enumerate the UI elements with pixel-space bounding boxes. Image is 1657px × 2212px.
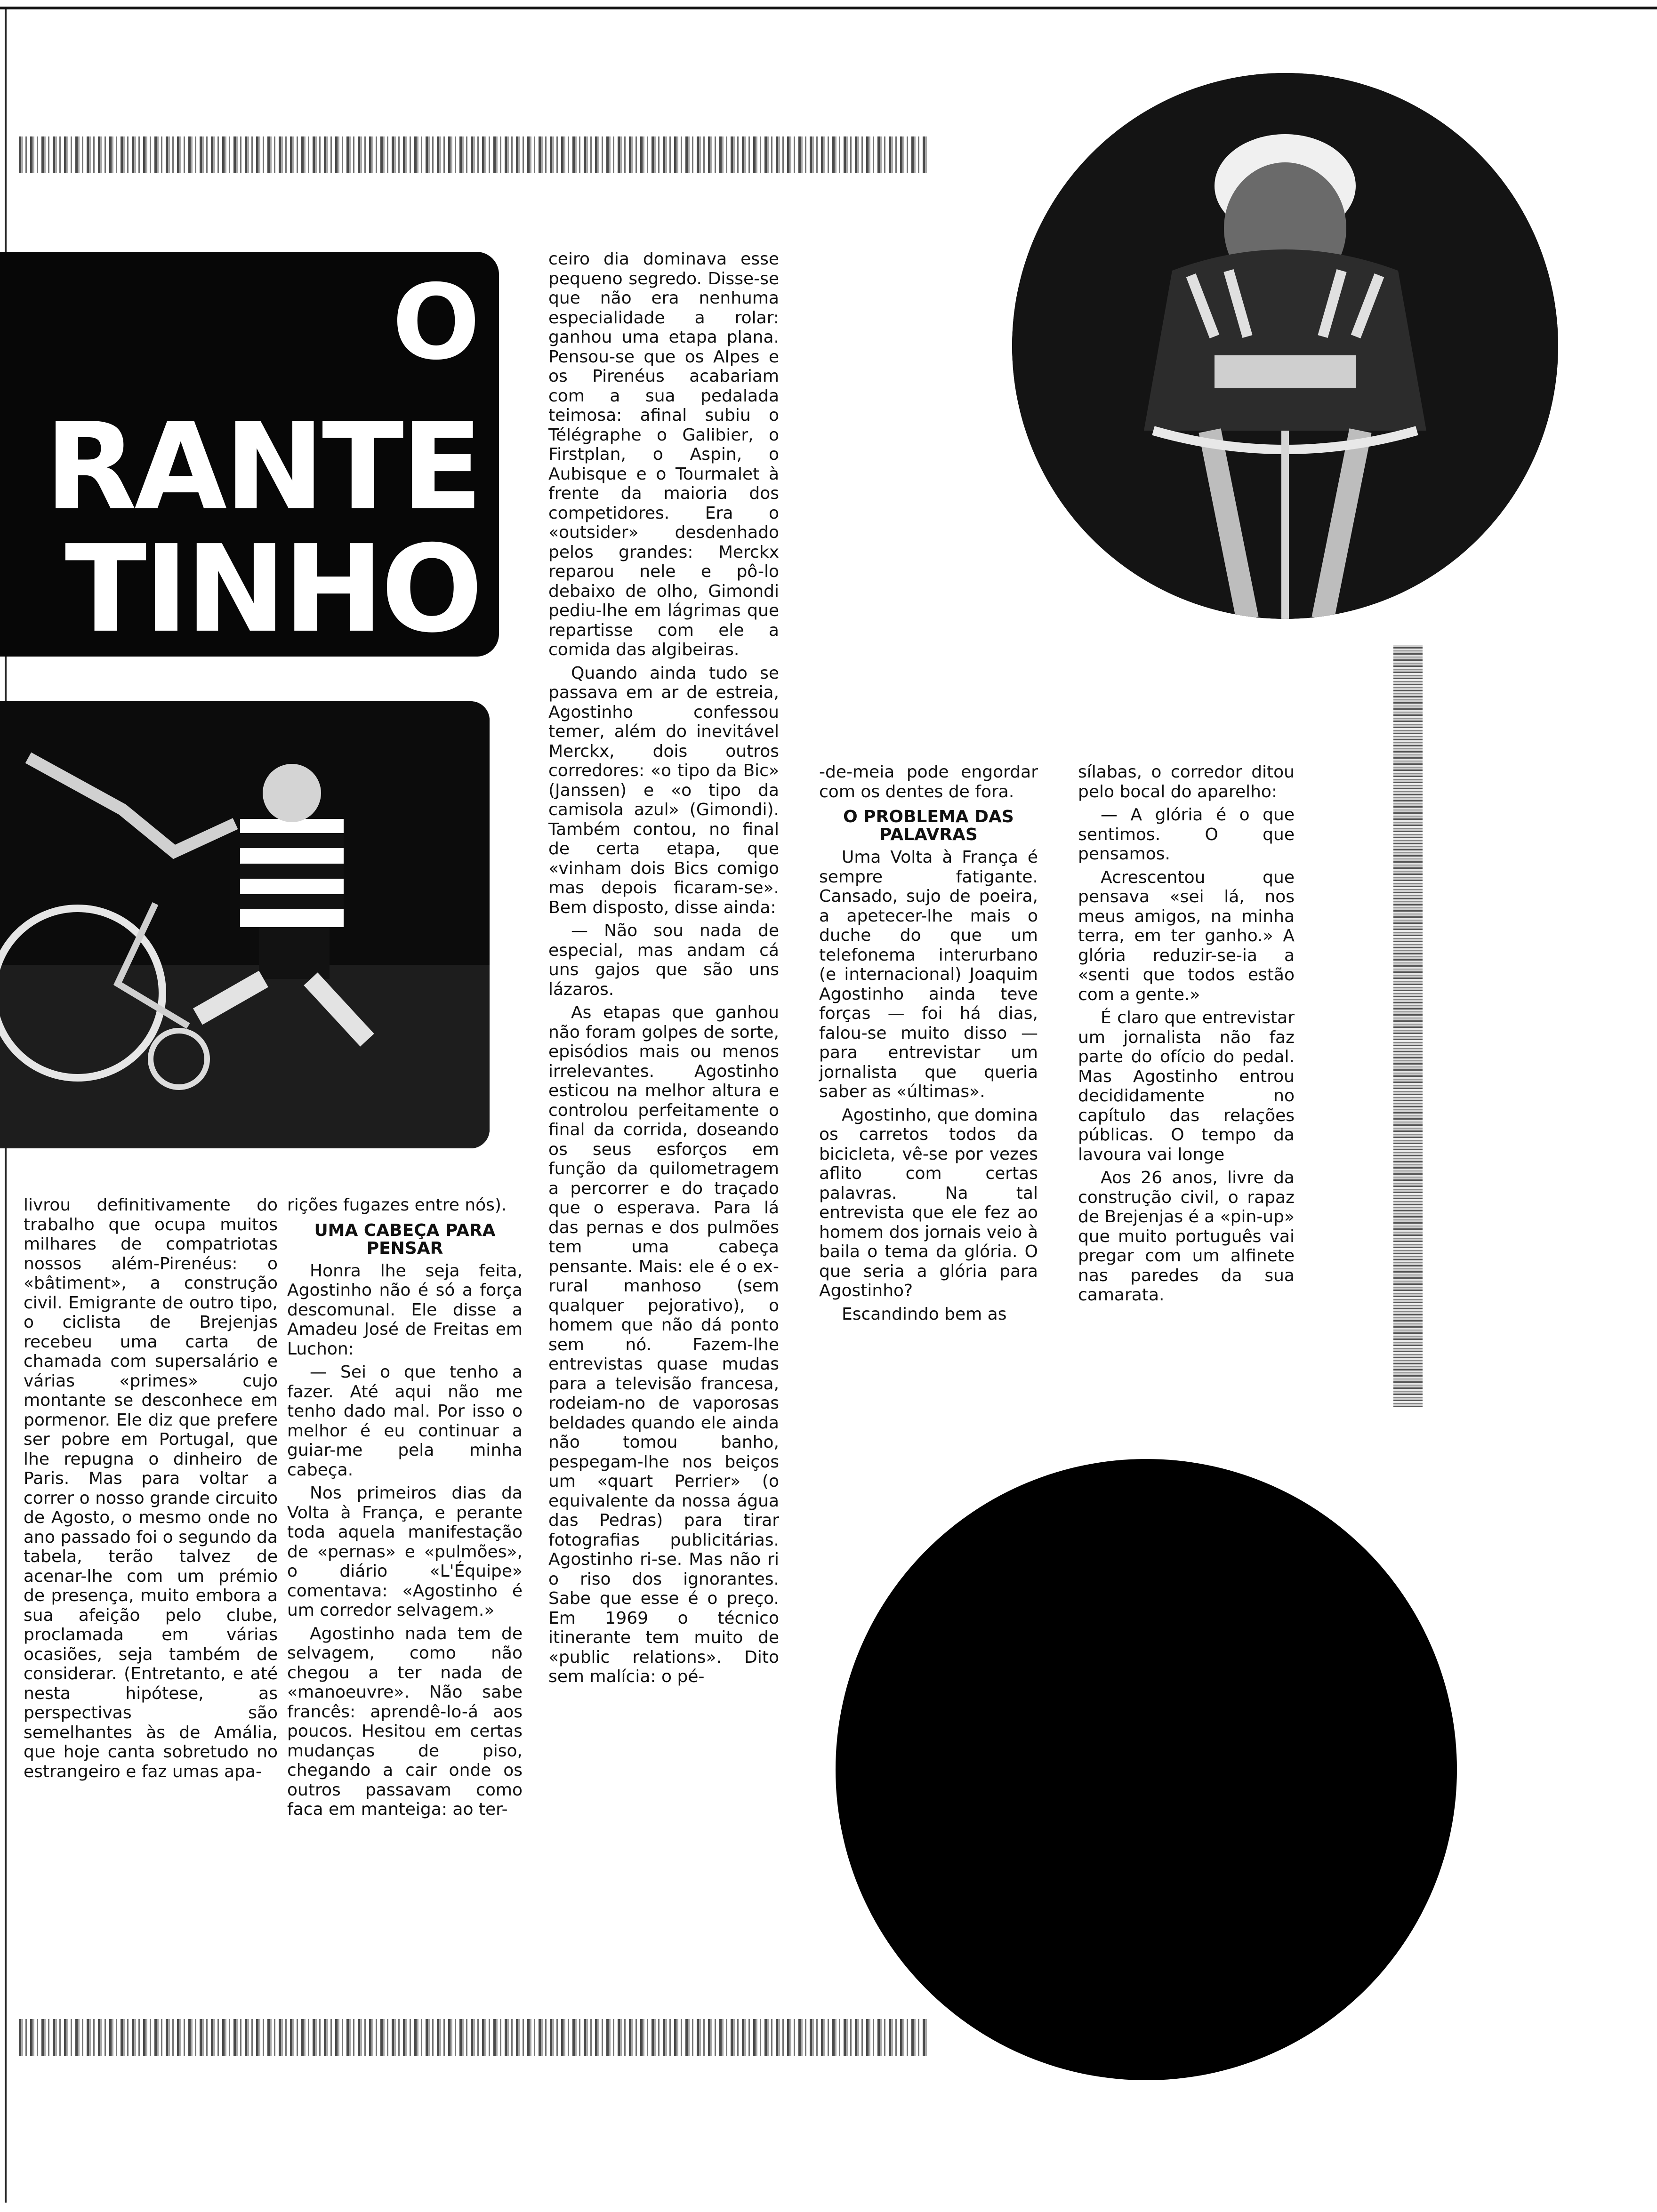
col2-lead: rições fugazes entre nós). xyxy=(287,1195,507,1215)
col2-paragraph-4: Agostinho nada tem de selvagem, como não chegou a ter nada de «manoeuvre». Não sabe francês: aprendê-lo-á aos poucos. Hesitou em certas mudanças de piso, chegando a cair onde os outros passavam como faca em manteiga: ao ter- xyxy=(287,1624,523,1819)
col5-paragraph-3: Acrescentou que pensava «sei lá, nos meus amigos, na minha terra, em ter ganho.» A glória reduzir-se-ia a «senti que todos estão com a gente.» xyxy=(1078,867,1295,1004)
col3-paragraph-2: Quando ainda tudo se passava em ar de estreia, Agostinho confessou temer, além do inevitável Merckx, dois outros corredores: «o tipo da Bic» (Janssen) e «o tipo da camisola azul» (Gimondi). Também contou, no final de certa etapa, que «vinham dois Bics comigo mas depois ficaram-se». Bem disposto, disse ainda: xyxy=(548,663,779,917)
top-rule xyxy=(0,7,1657,9)
article-column-3 xyxy=(548,249,779,1691)
col4-paragraph-3: Escandindo bem as xyxy=(842,1304,1007,1324)
article-column-4 xyxy=(819,762,1038,1328)
col4-lead: -de-meia pode engordar com os dentes de fora. xyxy=(819,762,1038,801)
article-column-2 xyxy=(287,1195,523,1823)
headline-block xyxy=(0,252,499,657)
col3-paragraph-3: — Não sou nada de especial, mas andam cá uns gajos que são uns lázaros. xyxy=(548,921,779,999)
col2-paragraph-2: — Sei o que tenho a fazer. Até aqui não me tenho dado mal. Por isso o melhor é eu continuar a guiar-me pela minha cabeça. xyxy=(287,1362,523,1480)
bottom-halftone-band xyxy=(19,2019,927,2056)
cyclist-riding-illustration xyxy=(1012,73,1558,619)
headline-line-1: O xyxy=(392,262,480,383)
cyclist-fall-photo xyxy=(0,701,490,1148)
black-circle-image xyxy=(836,1459,1457,2080)
top-halftone-band xyxy=(19,136,927,173)
col2-paragraph-3: Nos primeiros dias da Volta à França, e perante toda aquela manifestação de «pernas» e «pulmões», o diário «L'Équipe» comentava: «Agostinho é um corredor selvagem.» xyxy=(287,1483,523,1620)
col2-subheading: UMA CABEÇA PARA PENSAR xyxy=(314,1220,496,1258)
col1-paragraph-1: livrou definitivamente do trabalho que ocupa muitos milhares de compatriotas nossos além-Pirenéus: o «bâtiment», a construção civil. Emigrante de outro tipo, o ciclista de Brejenjas recebeu uma carta de chamada com supersalário e várias «primes» cujo montante se desconhece em pormenor. Ele diz que prefere ser pobre em Portugal, que lhe repugna o dinheiro de Paris. Mas para voltar a correr o nosso grande circuito de Agosto, o mesmo onde no ano passado foi o segundo da tabela, terão talvez de acenar-lhe com um prémio de presença, muito embora a sua afeição pelo clube, proclamada em várias ocasiões, seja também de considerar. (Entretanto, e até nesta hipótese, as perspectivas são semelhantes às de Amália, que hoje canta sobretudo no estrangeiro e faz umas apa- xyxy=(24,1195,278,1781)
col2-paragraph-1: Honra lhe seja feita, Agostinho não é só a força descomunal. Ele disse a Amadeu José de Freitas em Luchon: xyxy=(287,1261,523,1359)
col4-paragraph-2: Agostinho, que domina os carretos todos da bicicleta, vê-se por vezes aflito com certas palavras. Na tal entrevista que ele fez ao homem dos jornais veio à baila o tema da glória. O que seria a glória para Agostinho? xyxy=(819,1105,1038,1300)
cyclist-fall-illustration xyxy=(0,701,490,1148)
article-column-5 xyxy=(1078,762,1295,1309)
halftone-side-bar xyxy=(1393,645,1423,1407)
col3-paragraph-4: As etapas que ganhou não foram golpes de sorte, episódios mais ou menos irrelevantes. Agostinho esticou na melhor altura e controlou perfeitamente o final da corrida, doseando os seus esforços em função da quilometragem a percorrer e do traçado que o esperava. Para lá das pernas e dos pulmões tem uma cabeça pensante. Mais: ele é o ex-rural manhoso (sem qualquer pejorativo), o homem que não dá ponto sem nó. Fazem-lhe entrevistas quase mudas para a televisão francesa, rodeiam-no de vaporosas beldades quando ele ainda não tomou banho, pespegam-lhe nos beiços um «quart Perrier» (o equivalente da nossa água das Pedras) para tirar fotografias publicitárias. Agostinho ri-se. Mas não ri o riso dos ignorantes. Sabe que esse é o preço. Em 1969 o técnico itinerante tem muito de «public relations». Dito sem malícia: o pé- xyxy=(548,1003,779,1686)
col4-paragraph-1: Uma Volta à França é sempre fatigante. Cansado, sujo de poeira, a apetecer-lhe mais o duche do que um telefonema interurbano (e internacional) Joaquim Agostinho ainda teve forças — foi há dias, falou-se muito disso — para entrevistar um jornalista que queria saber as «últimas». xyxy=(819,848,1038,1101)
col5-paragraph-1: sílabas, o corredor ditou pelo bocal do aparelho: xyxy=(1078,762,1295,801)
col5-paragraph-2: — A glória é o que sentimos. O que pensamos. xyxy=(1078,805,1295,864)
col5-paragraph-4: É claro que entrevistar um jornalista não faz parte do ofício do pedal. Mas Agostinho entrou decididamente no capítulo das relações públicas. O tempo da lavoura vai longe xyxy=(1078,1008,1295,1164)
col3-paragraph-1: ceiro dia dominava esse pequeno segredo. Disse-se que não era nenhuma especialidade a rolar: ganhou uma etapa plana. Pensou-se que os Alpes e os Pirenéus acabariam com a sua pedalada teimosa: afinal subiu o Télégraphe o Galibier, o Firstplan, o Aspin, o Aubisque e o Tourmalet à frente da maioria dos competidores. Era o «outsider» desdenhado pelos grandes: Merckx reparou nele e pô-lo debaixo de olho, Gimondi pediu-lhe em lágrimas que repartisse com ele a comida das algibeiras. xyxy=(548,249,779,659)
headline-line-2: RANTE xyxy=(44,397,480,537)
col4-subheading: O PROBLEMA DAS PALAVRAS xyxy=(843,807,1014,844)
article-column-1 xyxy=(24,1195,278,1785)
col5-paragraph-5: Aos 26 anos, livre da construção civil, o rapaz de Brejenjas é a «pin-up» que muito português vai pregar com um alfinete nas paredes da sua camarata. xyxy=(1078,1168,1295,1305)
headline-line-3: TINHO xyxy=(64,520,480,657)
cyclist-portrait-photo xyxy=(1012,73,1558,619)
